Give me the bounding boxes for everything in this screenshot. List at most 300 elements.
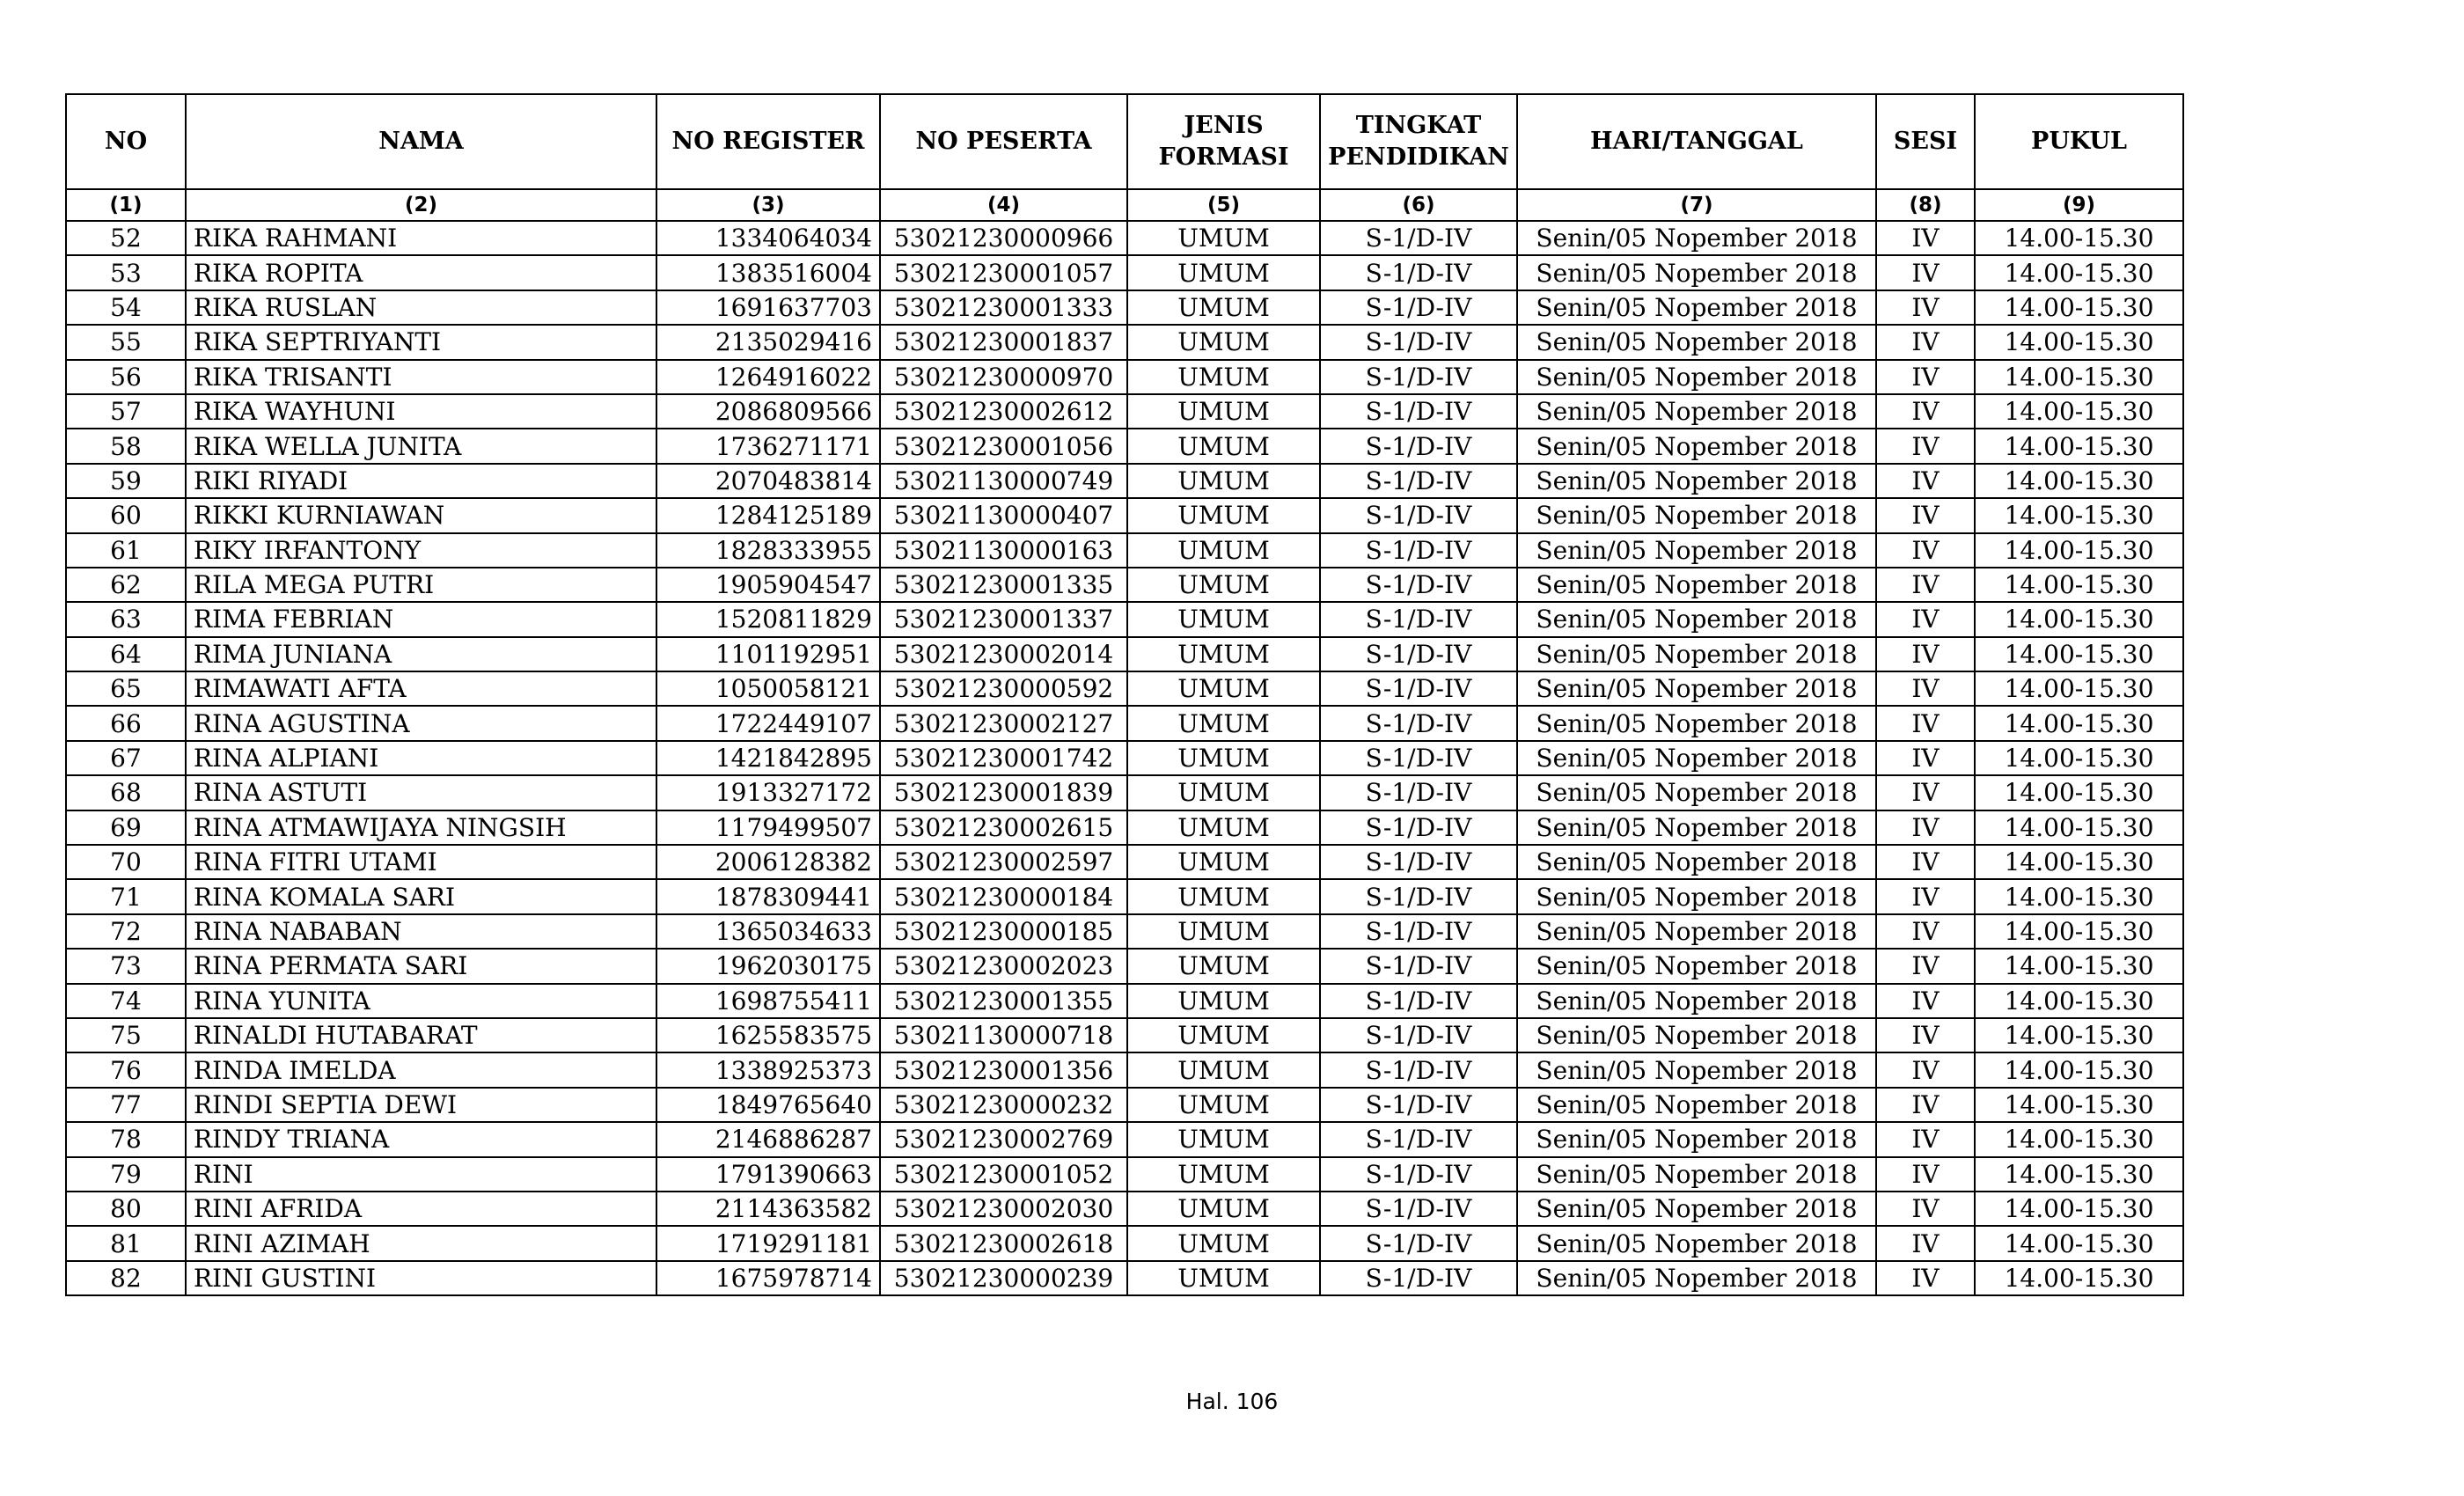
column-number: (1)	[66, 189, 186, 221]
cell-no: 52	[66, 221, 186, 255]
cell-sesi: IV	[1876, 879, 1975, 913]
cell-no-peserta: 53021230001333	[880, 290, 1127, 325]
cell-no-peserta: 53021230002023	[880, 949, 1127, 983]
cell-tingkat-pendidikan: S-1/D-IV	[1320, 810, 1517, 845]
cell-hari-tanggal: Senin/05 Nopember 2018	[1517, 290, 1876, 325]
cell-no-peserta: 53021230001057	[880, 255, 1127, 290]
cell-no-register: 1264916022	[656, 360, 880, 394]
cell-no: 80	[66, 1192, 186, 1226]
cell-sesi: IV	[1876, 706, 1975, 740]
table-row	[66, 568, 2183, 602]
header-row	[66, 94, 2183, 189]
cell-pukul: 14.00-15.30	[1975, 1157, 2183, 1192]
cell-no: 64	[66, 637, 186, 671]
cell-no: 62	[66, 568, 186, 602]
header-jenis-formasi: JENIS FORMASI	[1127, 94, 1320, 189]
cell-hari-tanggal: Senin/05 Nopember 2018	[1517, 360, 1876, 394]
cell-jenis-formasi: UMUM	[1127, 498, 1320, 532]
cell-no: 72	[66, 914, 186, 949]
cell-pukul: 14.00-15.30	[1975, 845, 2183, 879]
cell-jenis-formasi: UMUM	[1127, 568, 1320, 602]
cell-tingkat-pendidikan: S-1/D-IV	[1320, 1261, 1517, 1295]
cell-sesi: IV	[1876, 671, 1975, 706]
cell-no: 73	[66, 949, 186, 983]
cell-no-peserta: 53021230001337	[880, 602, 1127, 636]
cell-sesi: IV	[1876, 1261, 1975, 1295]
cell-nama: RINA NABABAN	[186, 914, 656, 949]
header-hari-tanggal: HARI/TANGGAL	[1517, 94, 1876, 189]
cell-no: 59	[66, 464, 186, 498]
cell-jenis-formasi: UMUM	[1127, 360, 1320, 394]
header-no: NO	[66, 94, 186, 189]
table-body	[66, 221, 2183, 1295]
cell-hari-tanggal: Senin/05 Nopember 2018	[1517, 429, 1876, 463]
cell-no-register: 1625583575	[656, 1018, 880, 1052]
cell-no-register: 1284125189	[656, 498, 880, 532]
table-row	[66, 602, 2183, 636]
cell-nama: RIKA WAYHUNI	[186, 394, 656, 429]
cell-hari-tanggal: Senin/05 Nopember 2018	[1517, 1226, 1876, 1260]
cell-hari-tanggal: Senin/05 Nopember 2018	[1517, 984, 1876, 1018]
cell-jenis-formasi: UMUM	[1127, 706, 1320, 740]
table-row	[66, 671, 2183, 706]
cell-tingkat-pendidikan: S-1/D-IV	[1320, 775, 1517, 810]
cell-sesi: IV	[1876, 602, 1975, 636]
table-row	[66, 810, 2183, 845]
cell-nama: RILA MEGA PUTRI	[186, 568, 656, 602]
cell-jenis-formasi: UMUM	[1127, 1157, 1320, 1192]
cell-no: 76	[66, 1052, 186, 1087]
cell-jenis-formasi: UMUM	[1127, 949, 1320, 983]
cell-no-peserta: 53021230000592	[880, 671, 1127, 706]
cell-pukul: 14.00-15.30	[1975, 914, 2183, 949]
cell-jenis-formasi: UMUM	[1127, 429, 1320, 463]
cell-no-register: 1365034633	[656, 914, 880, 949]
participant-schedule-table	[65, 93, 2184, 1296]
cell-sesi: IV	[1876, 533, 1975, 568]
cell-pukul: 14.00-15.30	[1975, 255, 2183, 290]
cell-jenis-formasi: UMUM	[1127, 845, 1320, 879]
cell-jenis-formasi: UMUM	[1127, 1261, 1320, 1295]
column-number: (9)	[1975, 189, 2183, 221]
table-row	[66, 637, 2183, 671]
cell-sesi: IV	[1876, 845, 1975, 879]
cell-hari-tanggal: Senin/05 Nopember 2018	[1517, 533, 1876, 568]
cell-tingkat-pendidikan: S-1/D-IV	[1320, 360, 1517, 394]
cell-no-peserta: 53021230002597	[880, 845, 1127, 879]
cell-sesi: IV	[1876, 810, 1975, 845]
cell-tingkat-pendidikan: S-1/D-IV	[1320, 637, 1517, 671]
cell-nama: RINDY TRIANA	[186, 1122, 656, 1156]
cell-tingkat-pendidikan: S-1/D-IV	[1320, 290, 1517, 325]
cell-hari-tanggal: Senin/05 Nopember 2018	[1517, 1052, 1876, 1087]
cell-no-peserta: 53021230000966	[880, 221, 1127, 255]
cell-sesi: IV	[1876, 1052, 1975, 1087]
cell-no-register: 1913327172	[656, 775, 880, 810]
cell-sesi: IV	[1876, 429, 1975, 463]
cell-nama: RINALDI HUTABARAT	[186, 1018, 656, 1052]
cell-no-peserta: 53021230001839	[880, 775, 1127, 810]
cell-nama: RIKA TRISANTI	[186, 360, 656, 394]
cell-sesi: IV	[1876, 637, 1975, 671]
cell-nama: RIKA ROPITA	[186, 255, 656, 290]
cell-hari-tanggal: Senin/05 Nopember 2018	[1517, 671, 1876, 706]
cell-tingkat-pendidikan: S-1/D-IV	[1320, 568, 1517, 602]
cell-jenis-formasi: UMUM	[1127, 325, 1320, 359]
cell-tingkat-pendidikan: S-1/D-IV	[1320, 1018, 1517, 1052]
cell-jenis-formasi: UMUM	[1127, 394, 1320, 429]
cell-no-register: 1050058121	[656, 671, 880, 706]
cell-jenis-formasi: UMUM	[1127, 533, 1320, 568]
cell-no-peserta: 53021230001052	[880, 1157, 1127, 1192]
cell-nama: RIKA RAHMANI	[186, 221, 656, 255]
table-row	[66, 1261, 2183, 1295]
column-number-row	[66, 189, 2183, 221]
cell-no-register: 2146886287	[656, 1122, 880, 1156]
cell-no-register: 1101192951	[656, 637, 880, 671]
cell-hari-tanggal: Senin/05 Nopember 2018	[1517, 1122, 1876, 1156]
cell-pukul: 14.00-15.30	[1975, 706, 2183, 740]
cell-pukul: 14.00-15.30	[1975, 1088, 2183, 1122]
cell-sesi: IV	[1876, 775, 1975, 810]
cell-hari-tanggal: Senin/05 Nopember 2018	[1517, 255, 1876, 290]
cell-tingkat-pendidikan: S-1/D-IV	[1320, 706, 1517, 740]
cell-no-register: 2086809566	[656, 394, 880, 429]
cell-no: 77	[66, 1088, 186, 1122]
cell-pukul: 14.00-15.30	[1975, 637, 2183, 671]
cell-no-peserta: 53021130000718	[880, 1018, 1127, 1052]
table-row	[66, 394, 2183, 429]
cell-tingkat-pendidikan: S-1/D-IV	[1320, 914, 1517, 949]
cell-pukul: 14.00-15.30	[1975, 1052, 2183, 1087]
cell-hari-tanggal: Senin/05 Nopember 2018	[1517, 1192, 1876, 1226]
cell-tingkat-pendidikan: S-1/D-IV	[1320, 221, 1517, 255]
table-row	[66, 949, 2183, 983]
cell-pukul: 14.00-15.30	[1975, 394, 2183, 429]
table-row	[66, 464, 2183, 498]
cell-pukul: 14.00-15.30	[1975, 1122, 2183, 1156]
cell-hari-tanggal: Senin/05 Nopember 2018	[1517, 1261, 1876, 1295]
header-sesi: SESI	[1876, 94, 1975, 189]
cell-hari-tanggal: Senin/05 Nopember 2018	[1517, 949, 1876, 983]
cell-no-register: 1338925373	[656, 1052, 880, 1087]
cell-pukul: 14.00-15.30	[1975, 1018, 2183, 1052]
cell-hari-tanggal: Senin/05 Nopember 2018	[1517, 394, 1876, 429]
cell-hari-tanggal: Senin/05 Nopember 2018	[1517, 602, 1876, 636]
cell-nama: RINA PERMATA SARI	[186, 949, 656, 983]
cell-tingkat-pendidikan: S-1/D-IV	[1320, 1157, 1517, 1192]
cell-pukul: 14.00-15.30	[1975, 325, 2183, 359]
cell-sesi: IV	[1876, 1192, 1975, 1226]
column-number: (7)	[1517, 189, 1876, 221]
table-row	[66, 775, 2183, 810]
cell-nama: RIKA RUSLAN	[186, 290, 656, 325]
cell-pukul: 14.00-15.30	[1975, 741, 2183, 775]
cell-no-register: 1791390663	[656, 1157, 880, 1192]
cell-no: 69	[66, 810, 186, 845]
table-row	[66, 1052, 2183, 1087]
cell-pukul: 14.00-15.30	[1975, 429, 2183, 463]
cell-jenis-formasi: UMUM	[1127, 1192, 1320, 1226]
cell-sesi: IV	[1876, 221, 1975, 255]
cell-no-register: 1698755411	[656, 984, 880, 1018]
column-number: (6)	[1320, 189, 1517, 221]
cell-nama: RIKI RIYADI	[186, 464, 656, 498]
page-number: Hal. 106	[1185, 1389, 1279, 1414]
cell-nama: RIKY IRFANTONY	[186, 533, 656, 568]
cell-no: 74	[66, 984, 186, 1018]
cell-tingkat-pendidikan: S-1/D-IV	[1320, 255, 1517, 290]
cell-nama: RINA ALPIANI	[186, 741, 656, 775]
cell-hari-tanggal: Senin/05 Nopember 2018	[1517, 325, 1876, 359]
cell-jenis-formasi: UMUM	[1127, 637, 1320, 671]
cell-no-peserta: 53021230002618	[880, 1226, 1127, 1260]
cell-no-register: 1736271171	[656, 429, 880, 463]
cell-hari-tanggal: Senin/05 Nopember 2018	[1517, 568, 1876, 602]
cell-no-register: 2114363582	[656, 1192, 880, 1226]
cell-sesi: IV	[1876, 290, 1975, 325]
cell-hari-tanggal: Senin/05 Nopember 2018	[1517, 706, 1876, 740]
cell-nama: RINA FITRI UTAMI	[186, 845, 656, 879]
cell-tingkat-pendidikan: S-1/D-IV	[1320, 429, 1517, 463]
cell-no: 61	[66, 533, 186, 568]
cell-no-register: 1962030175	[656, 949, 880, 983]
cell-sesi: IV	[1876, 984, 1975, 1018]
header-no-register: NO REGISTER	[656, 94, 880, 189]
cell-hari-tanggal: Senin/05 Nopember 2018	[1517, 221, 1876, 255]
cell-no-register: 1691637703	[656, 290, 880, 325]
cell-jenis-formasi: UMUM	[1127, 1052, 1320, 1087]
cell-no: 81	[66, 1226, 186, 1260]
cell-no-register: 1828333955	[656, 533, 880, 568]
cell-tingkat-pendidikan: S-1/D-IV	[1320, 1192, 1517, 1226]
cell-jenis-formasi: UMUM	[1127, 221, 1320, 255]
header-no-peserta: NO PESERTA	[880, 94, 1127, 189]
cell-pukul: 14.00-15.30	[1975, 1261, 2183, 1295]
cell-tingkat-pendidikan: S-1/D-IV	[1320, 1088, 1517, 1122]
cell-no-register: 1719291181	[656, 1226, 880, 1260]
table-row	[66, 221, 2183, 255]
table-row	[66, 706, 2183, 740]
cell-no-peserta: 53021230000970	[880, 360, 1127, 394]
cell-nama: RINA YUNITA	[186, 984, 656, 1018]
cell-no-peserta: 53021230002769	[880, 1122, 1127, 1156]
cell-sesi: IV	[1876, 949, 1975, 983]
cell-tingkat-pendidikan: S-1/D-IV	[1320, 498, 1517, 532]
header-nama: NAMA	[186, 94, 656, 189]
cell-pukul: 14.00-15.30	[1975, 602, 2183, 636]
cell-hari-tanggal: Senin/05 Nopember 2018	[1517, 810, 1876, 845]
cell-no-register: 2135029416	[656, 325, 880, 359]
cell-nama: RIKA SEPTRIYANTI	[186, 325, 656, 359]
cell-nama: RIMAWATI AFTA	[186, 671, 656, 706]
cell-pukul: 14.00-15.30	[1975, 879, 2183, 913]
cell-tingkat-pendidikan: S-1/D-IV	[1320, 1122, 1517, 1156]
cell-nama: RINI AFRIDA	[186, 1192, 656, 1226]
cell-no: 79	[66, 1157, 186, 1192]
cell-no-register: 1421842895	[656, 741, 880, 775]
cell-no-peserta: 53021230001356	[880, 1052, 1127, 1087]
cell-sesi: IV	[1876, 1226, 1975, 1260]
cell-tingkat-pendidikan: S-1/D-IV	[1320, 879, 1517, 913]
cell-no-peserta: 53021230001837	[880, 325, 1127, 359]
cell-hari-tanggal: Senin/05 Nopember 2018	[1517, 464, 1876, 498]
cell-jenis-formasi: UMUM	[1127, 1122, 1320, 1156]
column-number: (2)	[186, 189, 656, 221]
cell-no: 82	[66, 1261, 186, 1295]
column-number: (5)	[1127, 189, 1320, 221]
cell-no-peserta: 53021230002127	[880, 706, 1127, 740]
cell-no-peserta: 53021230001056	[880, 429, 1127, 463]
table-row	[66, 360, 2183, 394]
cell-hari-tanggal: Senin/05 Nopember 2018	[1517, 637, 1876, 671]
table-row	[66, 1157, 2183, 1192]
cell-no: 65	[66, 671, 186, 706]
cell-nama: RINI AZIMAH	[186, 1226, 656, 1260]
cell-jenis-formasi: UMUM	[1127, 602, 1320, 636]
cell-pukul: 14.00-15.30	[1975, 775, 2183, 810]
cell-jenis-formasi: UMUM	[1127, 290, 1320, 325]
cell-no-peserta: 53021230000185	[880, 914, 1127, 949]
cell-jenis-formasi: UMUM	[1127, 741, 1320, 775]
cell-tingkat-pendidikan: S-1/D-IV	[1320, 1052, 1517, 1087]
cell-nama: RINA ASTUTI	[186, 775, 656, 810]
cell-tingkat-pendidikan: S-1/D-IV	[1320, 984, 1517, 1018]
cell-no-peserta: 53021230000239	[880, 1261, 1127, 1295]
cell-hari-tanggal: Senin/05 Nopember 2018	[1517, 498, 1876, 532]
table-row	[66, 533, 2183, 568]
cell-tingkat-pendidikan: S-1/D-IV	[1320, 845, 1517, 879]
cell-hari-tanggal: Senin/05 Nopember 2018	[1517, 1088, 1876, 1122]
cell-hari-tanggal: Senin/05 Nopember 2018	[1517, 914, 1876, 949]
table-row	[66, 325, 2183, 359]
cell-no-peserta: 53021230000184	[880, 879, 1127, 913]
cell-hari-tanggal: Senin/05 Nopember 2018	[1517, 1018, 1876, 1052]
cell-tingkat-pendidikan: S-1/D-IV	[1320, 949, 1517, 983]
cell-tingkat-pendidikan: S-1/D-IV	[1320, 394, 1517, 429]
cell-no: 78	[66, 1122, 186, 1156]
table-row	[66, 741, 2183, 775]
cell-no-register: 1849765640	[656, 1088, 880, 1122]
cell-sesi: IV	[1876, 360, 1975, 394]
cell-jenis-formasi: UMUM	[1127, 1018, 1320, 1052]
cell-no: 71	[66, 879, 186, 913]
cell-pukul: 14.00-15.30	[1975, 533, 2183, 568]
table-row	[66, 255, 2183, 290]
cell-no-register: 1334064034	[656, 221, 880, 255]
cell-pukul: 14.00-15.30	[1975, 1226, 2183, 1260]
cell-nama: RIKA WELLA JUNITA	[186, 429, 656, 463]
cell-nama: RIKKI KURNIAWAN	[186, 498, 656, 532]
cell-jenis-formasi: UMUM	[1127, 914, 1320, 949]
cell-hari-tanggal: Senin/05 Nopember 2018	[1517, 741, 1876, 775]
cell-nama: RINDA IMELDA	[186, 1052, 656, 1087]
cell-hari-tanggal: Senin/05 Nopember 2018	[1517, 775, 1876, 810]
cell-no-peserta: 53021230001335	[880, 568, 1127, 602]
cell-sesi: IV	[1876, 1088, 1975, 1122]
cell-nama: RIMA JUNIANA	[186, 637, 656, 671]
table-row	[66, 429, 2183, 463]
cell-jenis-formasi: UMUM	[1127, 671, 1320, 706]
cell-sesi: IV	[1876, 394, 1975, 429]
cell-pukul: 14.00-15.30	[1975, 984, 2183, 1018]
cell-no-peserta: 53021230000232	[880, 1088, 1127, 1122]
cell-no-peserta: 53021230002615	[880, 810, 1127, 845]
cell-sesi: IV	[1876, 741, 1975, 775]
table-row	[66, 1122, 2183, 1156]
cell-no-peserta: 53021230001742	[880, 741, 1127, 775]
header-pukul: PUKUL	[1975, 94, 2183, 189]
cell-hari-tanggal: Senin/05 Nopember 2018	[1517, 845, 1876, 879]
cell-no: 70	[66, 845, 186, 879]
cell-no-peserta: 53021230002030	[880, 1192, 1127, 1226]
cell-sesi: IV	[1876, 464, 1975, 498]
table-row	[66, 1018, 2183, 1052]
cell-no-peserta: 53021130000163	[880, 533, 1127, 568]
cell-tingkat-pendidikan: S-1/D-IV	[1320, 671, 1517, 706]
cell-no-register: 1905904547	[656, 568, 880, 602]
header-tingkat-pendidikan: TINGKAT PENDIDIKAN	[1320, 94, 1517, 189]
table-row	[66, 914, 2183, 949]
cell-no: 66	[66, 706, 186, 740]
cell-no: 53	[66, 255, 186, 290]
cell-no: 55	[66, 325, 186, 359]
cell-jenis-formasi: UMUM	[1127, 775, 1320, 810]
table-row	[66, 984, 2183, 1018]
table-row	[66, 498, 2183, 532]
cell-sesi: IV	[1876, 255, 1975, 290]
table-header	[66, 94, 2183, 221]
cell-no-register: 1520811829	[656, 602, 880, 636]
cell-pukul: 14.00-15.30	[1975, 671, 2183, 706]
cell-no: 67	[66, 741, 186, 775]
cell-pukul: 14.00-15.30	[1975, 464, 2183, 498]
cell-no: 75	[66, 1018, 186, 1052]
cell-no-register: 1722449107	[656, 706, 880, 740]
cell-sesi: IV	[1876, 568, 1975, 602]
cell-nama: RINI	[186, 1157, 656, 1192]
cell-jenis-formasi: UMUM	[1127, 810, 1320, 845]
cell-no-register: 2006128382	[656, 845, 880, 879]
cell-jenis-formasi: UMUM	[1127, 879, 1320, 913]
cell-no-register: 1179499507	[656, 810, 880, 845]
column-number: (8)	[1876, 189, 1975, 221]
cell-no: 56	[66, 360, 186, 394]
cell-no: 60	[66, 498, 186, 532]
cell-hari-tanggal: Senin/05 Nopember 2018	[1517, 1157, 1876, 1192]
cell-no-register: 1675978714	[656, 1261, 880, 1295]
cell-no: 54	[66, 290, 186, 325]
cell-tingkat-pendidikan: S-1/D-IV	[1320, 533, 1517, 568]
cell-hari-tanggal: Senin/05 Nopember 2018	[1517, 879, 1876, 913]
cell-jenis-formasi: UMUM	[1127, 1226, 1320, 1260]
cell-jenis-formasi: UMUM	[1127, 464, 1320, 498]
cell-no-register: 1878309441	[656, 879, 880, 913]
cell-jenis-formasi: UMUM	[1127, 1088, 1320, 1122]
cell-tingkat-pendidikan: S-1/D-IV	[1320, 325, 1517, 359]
cell-no-peserta: 53021230002612	[880, 394, 1127, 429]
cell-sesi: IV	[1876, 1157, 1975, 1192]
table-row	[66, 1192, 2183, 1226]
cell-pukul: 14.00-15.30	[1975, 810, 2183, 845]
cell-no: 58	[66, 429, 186, 463]
cell-pukul: 14.00-15.30	[1975, 290, 2183, 325]
table-row	[66, 1088, 2183, 1122]
column-number: (3)	[656, 189, 880, 221]
cell-sesi: IV	[1876, 1122, 1975, 1156]
cell-jenis-formasi: UMUM	[1127, 984, 1320, 1018]
cell-tingkat-pendidikan: S-1/D-IV	[1320, 602, 1517, 636]
